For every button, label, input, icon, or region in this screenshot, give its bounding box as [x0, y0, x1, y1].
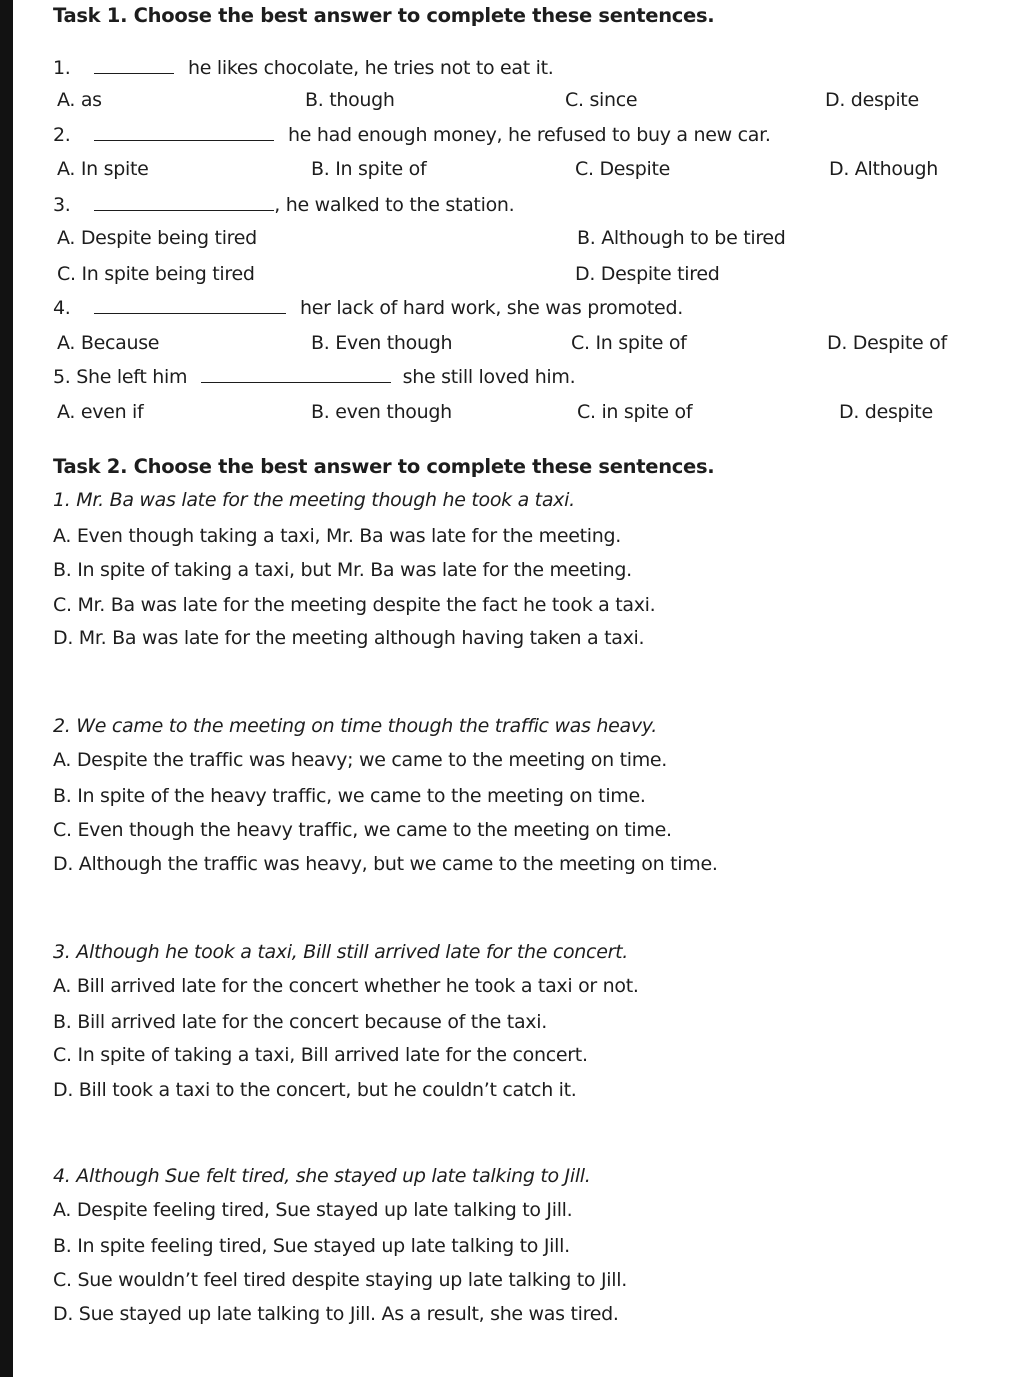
task1-q4-option-c: C. In spite of — [571, 332, 687, 354]
answer-blank — [94, 124, 274, 141]
task2-question-2-stem: 2. We came to the meeting on time though the traffic was heavy. — [53, 715, 657, 737]
task2-q2-option-d: D. Although the traffic was heavy, but we came to the meeting on time. — [53, 853, 718, 875]
task1-q2-option-d: D. Although — [829, 158, 938, 180]
task1-q2-option-c: C. Despite — [575, 158, 671, 180]
answer-blank — [94, 194, 274, 211]
task1-q3-option-b: B. Although to be tired — [577, 227, 786, 249]
question-number: 4. — [53, 297, 71, 319]
task2-q4-option-b: B. In spite feeling tired, Sue stayed up late talking to Jill. — [53, 1235, 570, 1257]
answer-blank — [94, 297, 286, 314]
task2-q4-option-a: A. Despite feeling tired, Sue stayed up late talking to Jill. — [53, 1199, 573, 1221]
task1-q1-option-c: C. since — [565, 89, 638, 111]
task2-question-1-stem: 1. Mr. Ba was late for the meeting though he took a taxi. — [53, 489, 575, 511]
task1-question-5 — [53, 365, 575, 389]
task1-q1-option-a: A. as — [57, 89, 102, 111]
question-text: he likes chocolate, he tries not to eat it. — [188, 57, 554, 79]
task1-q5-option-a: A. even if — [57, 401, 144, 423]
answer-blank — [201, 366, 391, 383]
task2-q3-option-d: D. Bill took a taxi to the concert, but he couldn’t catch it. — [53, 1079, 577, 1101]
question-number: 2. — [53, 124, 71, 146]
question-number: 5. — [53, 366, 71, 388]
question-text: she still loved him. — [402, 366, 576, 388]
task2-q3-option-c: C. In spite of taking a taxi, Bill arrived late for the concert. — [53, 1044, 588, 1066]
task1-question-3 — [53, 193, 514, 217]
task2-q4-option-c: C. Sue wouldn’t feel tired despite staying up late talking to Jill. — [53, 1269, 627, 1291]
task1-q5-option-b: B. even though — [311, 401, 452, 423]
task1-heading: Task 1. Choose the best answer to complete these sentences. — [53, 4, 715, 27]
task2-q3-option-b: B. Bill arrived late for the concert because of the taxi. — [53, 1011, 547, 1033]
task2-question-3-stem: 3. Although he took a taxi, Bill still arrived late for the concert. — [53, 941, 628, 963]
worksheet-page — [13, 0, 1024, 1377]
answer-blank — [94, 57, 174, 74]
task1-question-2 — [53, 123, 771, 147]
question-number: 3. — [53, 194, 71, 216]
task1-q2-option-a: A. In spite — [57, 158, 149, 180]
task1-q4-option-b: B. Even though — [311, 332, 453, 354]
task1-q5-option-c: C. in spite of — [577, 401, 693, 423]
task1-q1-option-d: D. despite — [825, 89, 919, 111]
task2-q1-option-a: A. Even though taking a taxi, Mr. Ba was late for the meeting. — [53, 525, 621, 547]
task2-q1-option-d: D. Mr. Ba was late for the meeting although having taken a taxi. — [53, 627, 645, 649]
task1-q5-option-d: D. despite — [839, 401, 933, 423]
task2-q4-option-d: D. Sue stayed up late talking to Jill. As a result, she was tired. — [53, 1303, 619, 1325]
question-text: her lack of hard work, she was promoted. — [300, 297, 683, 319]
task2-q2-option-a: A. Despite the traffic was heavy; we came to the meeting on time. — [53, 749, 668, 771]
task2-q1-option-c: C. Mr. Ba was late for the meeting despite the fact he took a taxi. — [53, 594, 656, 616]
task1-q2-option-b: B. In spite of — [311, 158, 427, 180]
task2-q2-option-b: B. In spite of the heavy traffic, we came to the meeting on time. — [53, 785, 646, 807]
task1-q3-option-c: C. In spite being tired — [57, 263, 255, 285]
question-text: , he walked to the station. — [274, 194, 515, 216]
task1-question-1 — [53, 56, 554, 80]
task2-heading: Task 2. Choose the best answer to complete these sentences. — [53, 455, 715, 478]
question-number: 1. — [53, 57, 71, 79]
question-text: he had enough money, he refused to buy a new car. — [288, 124, 771, 146]
task1-q1-option-b: B. though — [305, 89, 395, 111]
task2-q2-option-c: C. Even though the heavy traffic, we came to the meeting on time. — [53, 819, 672, 841]
task2-question-4-stem: 4. Although Sue felt tired, she stayed up late talking to Jill. — [53, 1165, 591, 1187]
task1-q4-option-a: A. Because — [57, 332, 160, 354]
task1-q4-option-d: D. Despite of — [827, 332, 947, 354]
question-text-before: She left him — [76, 366, 188, 388]
task1-q3-option-a: A. Despite being tired — [57, 227, 257, 249]
task1-q3-option-d: D. Despite tired — [575, 263, 720, 285]
task2-q3-option-a: A. Bill arrived late for the concert whether he took a taxi or not. — [53, 975, 639, 997]
task1-question-4 — [53, 296, 683, 320]
left-edge-bar — [0, 0, 13, 1377]
task2-q1-option-b: B. In spite of taking a taxi, but Mr. Ba was late for the meeting. — [53, 559, 632, 581]
